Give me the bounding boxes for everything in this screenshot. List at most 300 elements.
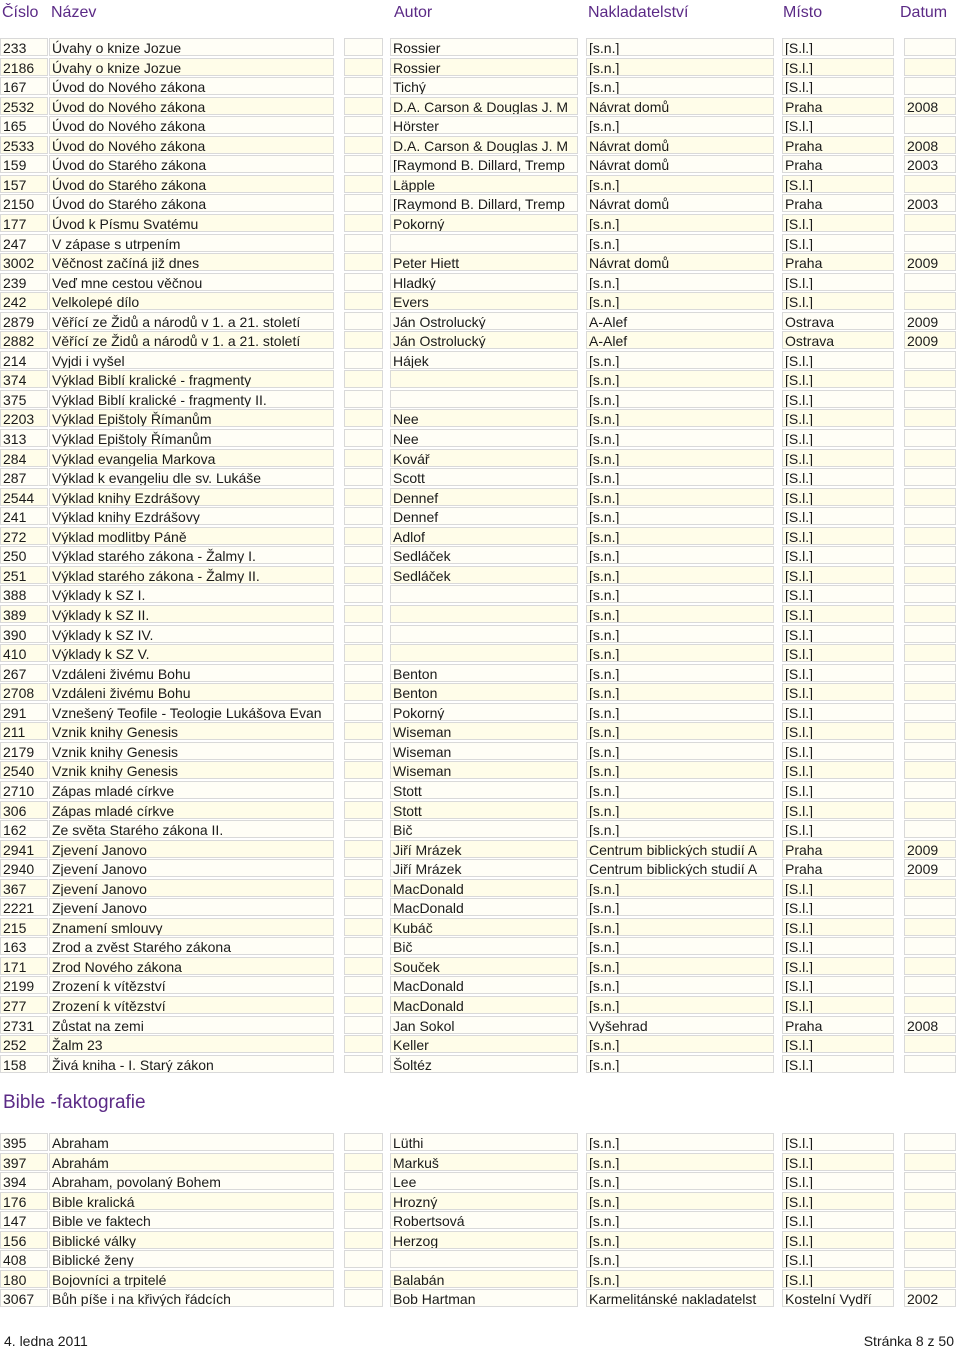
cell-name: Zjevení Janovo — [49, 840, 334, 858]
table-row — [0, 1211, 960, 1231]
cell-author: Jiří Mrázek — [390, 840, 578, 858]
cell-publisher: [s.n.] — [586, 546, 774, 564]
cell-number: 2179 — [0, 742, 48, 760]
cell-number: 167 — [0, 77, 48, 95]
cell-place: [S.l.] — [782, 1172, 894, 1190]
cell-name: Úvod do Nového zákona — [49, 97, 334, 115]
table-row — [0, 38, 960, 58]
cell-author: Kovář — [390, 449, 578, 467]
cell-spacer — [344, 468, 383, 486]
table-row — [0, 370, 960, 390]
cell-place: [S.l.] — [782, 957, 894, 975]
cell-number: 306 — [0, 801, 48, 819]
cell-name: Úvod do Nového zákona — [49, 116, 334, 134]
cell-publisher: [s.n.] — [586, 566, 774, 584]
cell-number: 367 — [0, 879, 48, 897]
cell-name: Výklad evangelia Markova — [49, 449, 334, 467]
cell-publisher: [s.n.] — [586, 1270, 774, 1288]
cell-spacer — [344, 801, 383, 819]
cell-publisher: [s.n.] — [586, 1055, 774, 1073]
cell-spacer — [344, 1153, 383, 1171]
cell-place: [S.l.] — [782, 879, 894, 897]
cell-place: [S.l.] — [782, 351, 894, 369]
cell-spacer — [344, 273, 383, 291]
cell-author: Wiseman — [390, 761, 578, 779]
cell-place: [S.l.] — [782, 742, 894, 760]
cell-number: 2186 — [0, 58, 48, 76]
cell-author: Jiří Mrázek — [390, 859, 578, 877]
cell-date — [904, 214, 956, 232]
cell-author: Läpple — [390, 175, 578, 193]
cell-spacer — [344, 1192, 383, 1210]
cell-author: Hrozný — [390, 1192, 578, 1210]
table-row — [0, 136, 960, 156]
cell-number: 251 — [0, 566, 48, 584]
cell-author: Bob Hartman — [390, 1289, 578, 1307]
cell-place: [S.l.] — [782, 546, 894, 564]
cell-place: [S.l.] — [782, 918, 894, 936]
cell-place: [S.l.] — [782, 468, 894, 486]
cell-date — [904, 429, 956, 447]
table-row — [0, 546, 960, 566]
cell-spacer — [344, 429, 383, 447]
cell-date — [904, 1035, 956, 1053]
table-row — [0, 683, 960, 703]
table-row — [0, 566, 960, 586]
table-row — [0, 97, 960, 117]
cell-date — [904, 683, 956, 701]
cell-place: Ostrava — [782, 312, 894, 330]
cell-date: 2008 — [904, 1016, 956, 1034]
cell-place: [S.l.] — [782, 1192, 894, 1210]
cell-author: Scott — [390, 468, 578, 486]
cell-spacer — [344, 507, 383, 525]
cell-name: Ze světa Starého zákona II. — [49, 820, 334, 838]
cell-spacer — [344, 1133, 383, 1151]
cell-name: Biblické války — [49, 1231, 334, 1249]
table-row — [0, 605, 960, 625]
cell-place: [S.l.] — [782, 722, 894, 740]
table-row — [0, 820, 960, 840]
cell-name: Úvod do Nového zákona — [49, 77, 334, 95]
cell-name: Věřící ze Židů a národů v 1. a 21. století — [49, 312, 334, 330]
cell-spacer — [344, 409, 383, 427]
cell-number: 284 — [0, 449, 48, 467]
cell-name: Velkolepé dílo — [49, 292, 334, 310]
cell-publisher: [s.n.] — [586, 605, 774, 623]
cell-publisher: [s.n.] — [586, 801, 774, 819]
cell-author: Nee — [390, 429, 578, 447]
cell-number: 389 — [0, 605, 48, 623]
cell-name: Zápas mladé církve — [49, 781, 334, 799]
cell-author: Peter Hiett — [390, 253, 578, 271]
cell-publisher: [s.n.] — [586, 937, 774, 955]
cell-number: 2203 — [0, 409, 48, 427]
cell-author: Benton — [390, 683, 578, 701]
cell-name: Zrození k vítězství — [49, 996, 334, 1014]
cell-place: [S.l.] — [782, 585, 894, 603]
cell-spacer — [344, 644, 383, 662]
cell-number: 159 — [0, 155, 48, 173]
cell-number: 313 — [0, 429, 48, 447]
cell-date — [904, 292, 956, 310]
cell-author: D.A. Carson & Douglas J. M — [390, 97, 578, 115]
cell-spacer — [344, 585, 383, 603]
cell-spacer — [344, 312, 383, 330]
cell-publisher: [s.n.] — [586, 722, 774, 740]
cell-author: Wiseman — [390, 742, 578, 760]
table-row — [0, 1250, 960, 1270]
cell-date — [904, 703, 956, 721]
cell-name: Bible ve faktech — [49, 1211, 334, 1229]
cell-number: 394 — [0, 1172, 48, 1190]
cell-number: 291 — [0, 703, 48, 721]
cell-number: 2940 — [0, 859, 48, 877]
cell-place: [S.l.] — [782, 1133, 894, 1151]
cell-number: 3002 — [0, 253, 48, 271]
cell-place: [S.l.] — [782, 234, 894, 252]
cell-number: 147 — [0, 1211, 48, 1229]
cell-publisher: [s.n.] — [586, 58, 774, 76]
cell-author: Ján Ostrolucký — [390, 331, 578, 349]
cell-number: 2532 — [0, 97, 48, 115]
cell-spacer — [344, 1211, 383, 1229]
cell-place: [S.l.] — [782, 898, 894, 916]
cell-author: Balabán — [390, 1270, 578, 1288]
cell-name: Výklady k SZ IV. — [49, 625, 334, 643]
cell-publisher: [s.n.] — [586, 175, 774, 193]
cell-place: [S.l.] — [782, 429, 894, 447]
cell-name: Výklad Epištoly Římanům — [49, 429, 334, 447]
cell-author: Wiseman — [390, 722, 578, 740]
column-header-author: Autor — [394, 4, 433, 21]
cell-date — [904, 1231, 956, 1249]
cell-name: Znamení smlouvy — [49, 918, 334, 936]
cell-place: [S.l.] — [782, 644, 894, 662]
cell-number: 162 — [0, 820, 48, 838]
column-header-name: Název — [51, 4, 97, 21]
cell-name: Zjevení Janovo — [49, 879, 334, 897]
table-row — [0, 742, 960, 762]
cell-number: 2710 — [0, 781, 48, 799]
cell-spacer — [344, 664, 383, 682]
cell-spacer — [344, 38, 383, 56]
cell-number: 239 — [0, 273, 48, 291]
cell-place: [S.l.] — [782, 937, 894, 955]
cell-date — [904, 488, 956, 506]
table-row — [0, 449, 960, 469]
table-row — [0, 722, 960, 742]
cell-author: Pokorný — [390, 703, 578, 721]
cell-spacer — [344, 1172, 383, 1190]
cell-date — [904, 546, 956, 564]
cell-spacer — [344, 370, 383, 388]
cell-spacer — [344, 703, 383, 721]
cell-date — [904, 996, 956, 1014]
cell-spacer — [344, 292, 383, 310]
cell-place: [S.l.] — [782, 77, 894, 95]
cell-author: Stott — [390, 781, 578, 799]
cell-number: 287 — [0, 468, 48, 486]
cell-author — [390, 234, 578, 252]
cell-publisher: [s.n.] — [586, 898, 774, 916]
cell-date: 2009 — [904, 859, 956, 877]
cell-date — [904, 742, 956, 760]
cell-number: 2221 — [0, 898, 48, 916]
cell-publisher: [s.n.] — [586, 77, 774, 95]
cell-number: 171 — [0, 957, 48, 975]
cell-spacer — [344, 234, 383, 252]
cell-spacer — [344, 546, 383, 564]
table-row — [0, 801, 960, 821]
table-row — [0, 1133, 960, 1153]
cell-number: 158 — [0, 1055, 48, 1073]
cell-number: 397 — [0, 1153, 48, 1171]
cell-number: 242 — [0, 292, 48, 310]
cell-author: Stott — [390, 801, 578, 819]
cell-spacer — [344, 742, 383, 760]
cell-publisher: [s.n.] — [586, 1211, 774, 1229]
cell-spacer — [344, 566, 383, 584]
cell-name: Vznik knihy Genesis — [49, 761, 334, 779]
cell-publisher: A-Alef — [586, 312, 774, 330]
table-row — [0, 312, 960, 332]
cell-publisher: [s.n.] — [586, 625, 774, 643]
cell-date — [904, 468, 956, 486]
cell-place: [S.l.] — [782, 370, 894, 388]
cell-place: [S.l.] — [782, 488, 894, 506]
cell-author: Pokorný — [390, 214, 578, 232]
cell-date — [904, 1133, 956, 1151]
cell-spacer — [344, 683, 383, 701]
table-row — [0, 1035, 960, 1055]
cell-spacer — [344, 1055, 383, 1073]
cell-publisher: [s.n.] — [586, 527, 774, 545]
cell-name: Úvahy o knize Jozue — [49, 38, 334, 56]
cell-author — [390, 1250, 578, 1268]
cell-spacer — [344, 175, 383, 193]
cell-name: Zjevení Janovo — [49, 898, 334, 916]
cell-author — [390, 644, 578, 662]
cell-publisher: [s.n.] — [586, 703, 774, 721]
cell-author: Souček — [390, 957, 578, 975]
column-header-date: Datum — [900, 4, 948, 21]
cell-name: Bůh píše i na křivých řádcích — [49, 1289, 334, 1307]
cell-publisher: Karmelitánské nakladatelst — [586, 1289, 774, 1307]
cell-publisher: [s.n.] — [586, 351, 774, 369]
section-title: Bible -faktografie — [3, 1092, 146, 1113]
cell-publisher: Návrat domů — [586, 155, 774, 173]
table-row — [0, 77, 960, 97]
cell-name: Zjevení Janovo — [49, 859, 334, 877]
cell-spacer — [344, 937, 383, 955]
cell-date — [904, 1153, 956, 1171]
cell-spacer — [344, 918, 383, 936]
cell-date: 2003 — [904, 155, 956, 173]
cell-place: [S.l.] — [782, 996, 894, 1014]
cell-place: [S.l.] — [782, 761, 894, 779]
cell-publisher: Návrat domů — [586, 194, 774, 212]
cell-date — [904, 644, 956, 662]
cell-date — [904, 1192, 956, 1210]
cell-number: 390 — [0, 625, 48, 643]
cell-publisher: [s.n.] — [586, 292, 774, 310]
cell-date — [904, 409, 956, 427]
cell-spacer — [344, 722, 383, 740]
cell-number: 247 — [0, 234, 48, 252]
cell-place: [S.l.] — [782, 1055, 894, 1073]
cell-name: Žalm 23 — [49, 1035, 334, 1053]
cell-date — [904, 1055, 956, 1073]
table-row — [0, 703, 960, 723]
cell-spacer — [344, 1270, 383, 1288]
cell-publisher: Vyšehrad — [586, 1016, 774, 1034]
cell-name: Výklad Epištoly Římanům — [49, 409, 334, 427]
cell-date: 2002 — [904, 1289, 956, 1307]
cell-date: 2009 — [904, 253, 956, 271]
cell-publisher: Návrat domů — [586, 97, 774, 115]
cell-author: Sedláček — [390, 566, 578, 584]
cell-number: 165 — [0, 116, 48, 134]
cell-place: [S.l.] — [782, 292, 894, 310]
table-row — [0, 58, 960, 78]
cell-spacer — [344, 97, 383, 115]
cell-place: [S.l.] — [782, 703, 894, 721]
cell-date: 2008 — [904, 97, 956, 115]
cell-number: 163 — [0, 937, 48, 955]
cell-number: 156 — [0, 1231, 48, 1249]
cell-author: Dennef — [390, 507, 578, 525]
cell-place: [S.l.] — [782, 605, 894, 623]
footer-page-number: Stránka 8 z 50 — [863, 1333, 954, 1349]
cell-number: 215 — [0, 918, 48, 936]
cell-date: 2009 — [904, 331, 956, 349]
cell-name: Živá kniha - I. Starý zákon — [49, 1055, 334, 1073]
cell-date — [904, 585, 956, 603]
cell-date — [904, 273, 956, 291]
cell-date: 2003 — [904, 194, 956, 212]
cell-spacer — [344, 1250, 383, 1268]
cell-date — [904, 77, 956, 95]
cell-spacer — [344, 898, 383, 916]
table-row — [0, 1172, 960, 1192]
cell-publisher: [s.n.] — [586, 370, 774, 388]
cell-author: Adlof — [390, 527, 578, 545]
cell-spacer — [344, 253, 383, 271]
table-row — [0, 175, 960, 195]
cell-place: [S.l.] — [782, 390, 894, 408]
cell-spacer — [344, 840, 383, 858]
cell-place: Kostelní Vydří — [782, 1289, 894, 1307]
cell-author: Ján Ostrolucký — [390, 312, 578, 330]
table-row — [0, 273, 960, 293]
cell-publisher: [s.n.] — [586, 957, 774, 975]
table-row — [0, 664, 960, 684]
cell-place: [S.l.] — [782, 1153, 894, 1171]
cell-publisher: [s.n.] — [586, 664, 774, 682]
cell-author: Sedláček — [390, 546, 578, 564]
table-row — [0, 488, 960, 508]
cell-spacer — [344, 194, 383, 212]
cell-date — [904, 879, 956, 897]
cell-date — [904, 957, 956, 975]
cell-publisher: [s.n.] — [586, 918, 774, 936]
cell-name: Vznik knihy Genesis — [49, 722, 334, 740]
cell-date — [904, 937, 956, 955]
cell-spacer — [344, 1231, 383, 1249]
cell-place: [S.l.] — [782, 781, 894, 799]
cell-publisher: [s.n.] — [586, 1250, 774, 1268]
cell-place: [S.l.] — [782, 1250, 894, 1268]
cell-spacer — [344, 1035, 383, 1053]
cell-date — [904, 38, 956, 56]
cell-author: [Raymond B. Dillard, Tremp — [390, 155, 578, 173]
cell-number: 2731 — [0, 1016, 48, 1034]
cell-place: [S.l.] — [782, 58, 894, 76]
cell-publisher: [s.n.] — [586, 1172, 774, 1190]
cell-author: Rossier — [390, 38, 578, 56]
cell-publisher: [s.n.] — [586, 488, 774, 506]
cell-publisher: [s.n.] — [586, 273, 774, 291]
cell-name: Výklad starého zákona - Žalmy I. — [49, 546, 334, 564]
cell-place: [S.l.] — [782, 1211, 894, 1229]
cell-place: [S.l.] — [782, 409, 894, 427]
cell-spacer — [344, 957, 383, 975]
cell-publisher: [s.n.] — [586, 644, 774, 662]
cell-date — [904, 390, 956, 408]
cell-name: Abrahám — [49, 1153, 334, 1171]
table-row — [0, 292, 960, 312]
table-row — [0, 879, 960, 899]
cell-name: Zápas mladé církve — [49, 801, 334, 819]
table-row — [0, 253, 960, 273]
table-row — [0, 781, 960, 801]
cell-name: Věřící ze Židů a národů v 1. a 21. století — [49, 331, 334, 349]
cell-spacer — [344, 214, 383, 232]
cell-publisher: [s.n.] — [586, 820, 774, 838]
cell-name: Úvod do Starého zákona — [49, 175, 334, 193]
table-row — [0, 585, 960, 605]
cell-date — [904, 1250, 956, 1268]
cell-name: Abraham — [49, 1133, 334, 1151]
cell-publisher: [s.n.] — [586, 507, 774, 525]
cell-author: Hladký — [390, 273, 578, 291]
cell-spacer — [344, 116, 383, 134]
cell-author: Lüthi — [390, 1133, 578, 1151]
cell-name: Bojovníci a trpitelé — [49, 1270, 334, 1288]
cell-place: [S.l.] — [782, 664, 894, 682]
cell-spacer — [344, 976, 383, 994]
column-header-place: Místo — [783, 4, 823, 21]
cell-author: Rossier — [390, 58, 578, 76]
cell-author — [390, 585, 578, 603]
cell-name: Výklad starého zákona - Žalmy II. — [49, 566, 334, 584]
cell-place: [S.l.] — [782, 566, 894, 584]
cell-number: 252 — [0, 1035, 48, 1053]
cell-spacer — [344, 136, 383, 154]
cell-name: Výklad modlitby Páně — [49, 527, 334, 545]
cell-name: Vzdáleni živému Bohu — [49, 683, 334, 701]
cell-date — [904, 898, 956, 916]
cell-publisher: [s.n.] — [586, 449, 774, 467]
cell-publisher: [s.n.] — [586, 683, 774, 701]
cell-spacer — [344, 390, 383, 408]
cell-author: Kubáč — [390, 918, 578, 936]
cell-spacer — [344, 625, 383, 643]
table-row — [0, 957, 960, 977]
cell-number: 2544 — [0, 488, 48, 506]
cell-number: 388 — [0, 585, 48, 603]
